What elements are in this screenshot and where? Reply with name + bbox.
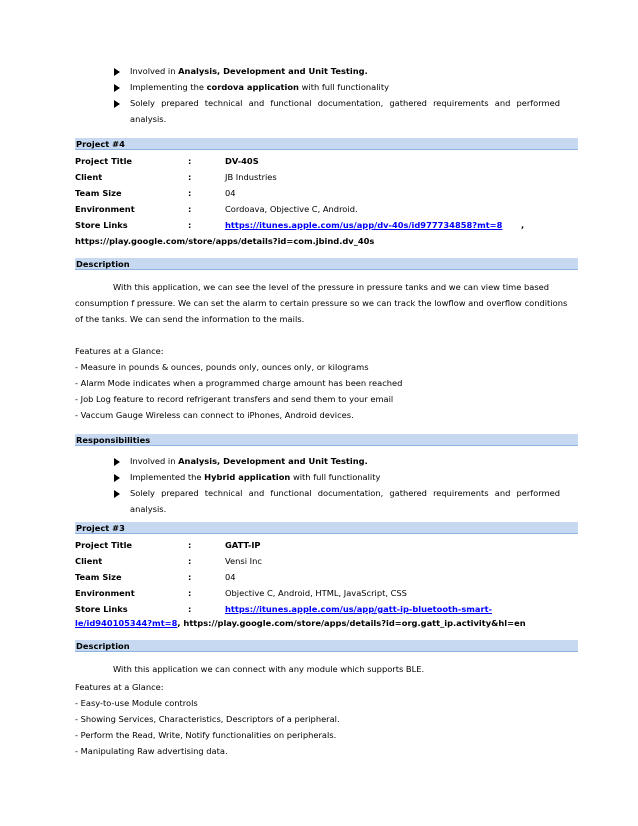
p3-feature: - Showing Services, Characteristics, Descriptors of a peripheral. xyxy=(75,714,340,724)
p3-description-header: Description xyxy=(75,640,578,652)
resp-bullet-1: Involved in Analysis, Development and Unit Testing. xyxy=(130,456,368,466)
p3-row-label: Store Links xyxy=(75,604,128,614)
word: documentation, xyxy=(317,488,384,498)
responsibilities-header: Responsibilities xyxy=(75,434,578,446)
p4-row-label: Client xyxy=(75,172,103,182)
p3-feature: - Easy-to-use Module controls xyxy=(75,698,198,708)
word: functional xyxy=(270,98,312,108)
p3-row-value: GATT-IP xyxy=(225,540,261,550)
p3-row-colon: : xyxy=(188,540,192,550)
p3-desc-line-1: With this application we can connect with any module which supports BLE. xyxy=(113,664,425,674)
p4-row-label: Environment xyxy=(75,204,135,214)
p4-store-link-2[interactable]: https://play.google.com/store/apps/details?id=com.jbind.dv_40s xyxy=(75,236,375,246)
p4-row-colon: : xyxy=(188,204,192,214)
p3-row-label: Team Size xyxy=(75,572,122,582)
p3-feature: - Perform the Read, Write, Notify functionalities on peripherals. xyxy=(75,730,337,740)
p4-desc-line-2: consumption f pressure. We can set the alarm to certain pressure so we can track the lowflow and overflow conditions xyxy=(75,298,568,308)
top-bullet-1: Involved in Analysis, Development and Unit Testing. xyxy=(130,66,368,76)
resp-bullet-3-cont: analysis. xyxy=(130,504,167,514)
p4-feature: - Measure in pounds & ounces, pounds only, ounces only, or kilograms xyxy=(75,362,369,372)
word: and xyxy=(494,98,511,108)
p3-store-link-2[interactable]: , https://play.google.com/store/apps/details?id=org.gatt_ip.activity&hl=en xyxy=(177,618,526,628)
p3-row-value: Objective C, Android, HTML, JavaScript, CSS xyxy=(225,588,407,598)
p4-store-comma: , xyxy=(521,220,525,230)
word: documentation, xyxy=(317,98,384,108)
p4-feature: - Alarm Mode indicates when a programmed charge amount has been reached xyxy=(75,378,403,388)
p4-row-label: Team Size xyxy=(75,188,122,198)
word: technical xyxy=(204,98,243,108)
p4-desc-line-3: of the tanks. We can send the information to the mails. xyxy=(75,314,305,324)
word: and xyxy=(248,488,265,498)
word: and xyxy=(248,98,265,108)
p3-feature: - Manipulating Raw advertising data. xyxy=(75,746,228,756)
p4-row-label: Store Links xyxy=(75,220,128,230)
bullet-arrow-icon xyxy=(114,82,120,93)
word: performed xyxy=(516,488,560,498)
word: performed xyxy=(516,98,560,108)
word: technical xyxy=(204,488,243,498)
word: and xyxy=(494,488,511,498)
p3-row-value[interactable]: https://itunes.apple.com/us/app/gatt-ip-bluetooth-smart- xyxy=(225,604,493,614)
word: prepared xyxy=(161,98,199,108)
word: gathered xyxy=(389,98,427,108)
p3-store-link-1-cont[interactable]: le/id940105344?mt=8 xyxy=(75,618,178,628)
p3-row-value: Vensi Inc xyxy=(225,556,262,566)
resp-bullet-3 xyxy=(130,488,560,499)
p4-description-header: Description xyxy=(75,258,578,270)
project-4-header: Project #4 xyxy=(75,138,578,150)
word: requirements xyxy=(433,98,489,108)
word: Solely xyxy=(130,98,155,108)
bullet-arrow-icon xyxy=(114,98,120,109)
p3-row-colon: : xyxy=(188,556,192,566)
p4-row-value: Cordoava, Objective C, Android. xyxy=(225,204,358,214)
p4-row-colon: : xyxy=(188,220,192,230)
project-3-header: Project #3 xyxy=(75,522,578,534)
p3-row-label: Environment xyxy=(75,588,135,598)
p4-desc-line-1: With this application, we can see the level of the pressure in pressure tanks and we can view time based xyxy=(113,282,550,292)
p3-row-value: 04 xyxy=(225,572,236,582)
p3-row-label: Project Title xyxy=(75,540,133,550)
bullet-arrow-icon xyxy=(114,472,120,483)
resp-bullet-2: Implemented the Hybrid application with full functionality xyxy=(130,472,381,482)
p3-row-label: Client xyxy=(75,556,103,566)
word: Solely xyxy=(130,488,155,498)
p3-row-colon: : xyxy=(188,572,192,582)
p4-row-colon: : xyxy=(188,172,192,182)
p3-store-link-cont xyxy=(75,618,526,629)
top-bullet-3-cont: analysis. xyxy=(130,114,167,124)
word: gathered xyxy=(389,488,427,498)
p3-row-colon: : xyxy=(188,604,192,614)
top-bullet-2: Implementing the cordova application with full functionality xyxy=(130,82,390,92)
word: prepared xyxy=(161,488,199,498)
word: functional xyxy=(270,488,312,498)
bullet-arrow-icon xyxy=(114,456,120,467)
p4-row-label: Project Title xyxy=(75,156,133,166)
p4-row-value: 04 xyxy=(225,188,236,198)
p4-row-value: DV-40S xyxy=(225,156,259,166)
p4-row-colon: : xyxy=(188,156,192,166)
top-bullet-3 xyxy=(130,98,560,109)
bullet-arrow-icon xyxy=(114,488,120,499)
p4-row-value[interactable]: https://itunes.apple.com/us/app/dv-40s/id977734858?mt=8 xyxy=(225,220,503,230)
p3-row-colon: : xyxy=(188,588,192,598)
p4-feature: - Job Log feature to record refrigerant transfers and send them to your email xyxy=(75,394,394,404)
p3-features-title: Features at a Glance: xyxy=(75,682,164,692)
word: requirements xyxy=(433,488,489,498)
p4-row-colon: : xyxy=(188,188,192,198)
p4-feature: - Vaccum Gauge Wireless can connect to iPhones, Android devices. xyxy=(75,410,354,420)
p4-row-value: JB Industries xyxy=(225,172,277,182)
bullet-arrow-icon xyxy=(114,66,120,77)
p4-features-title: Features at a Glance: xyxy=(75,346,164,356)
